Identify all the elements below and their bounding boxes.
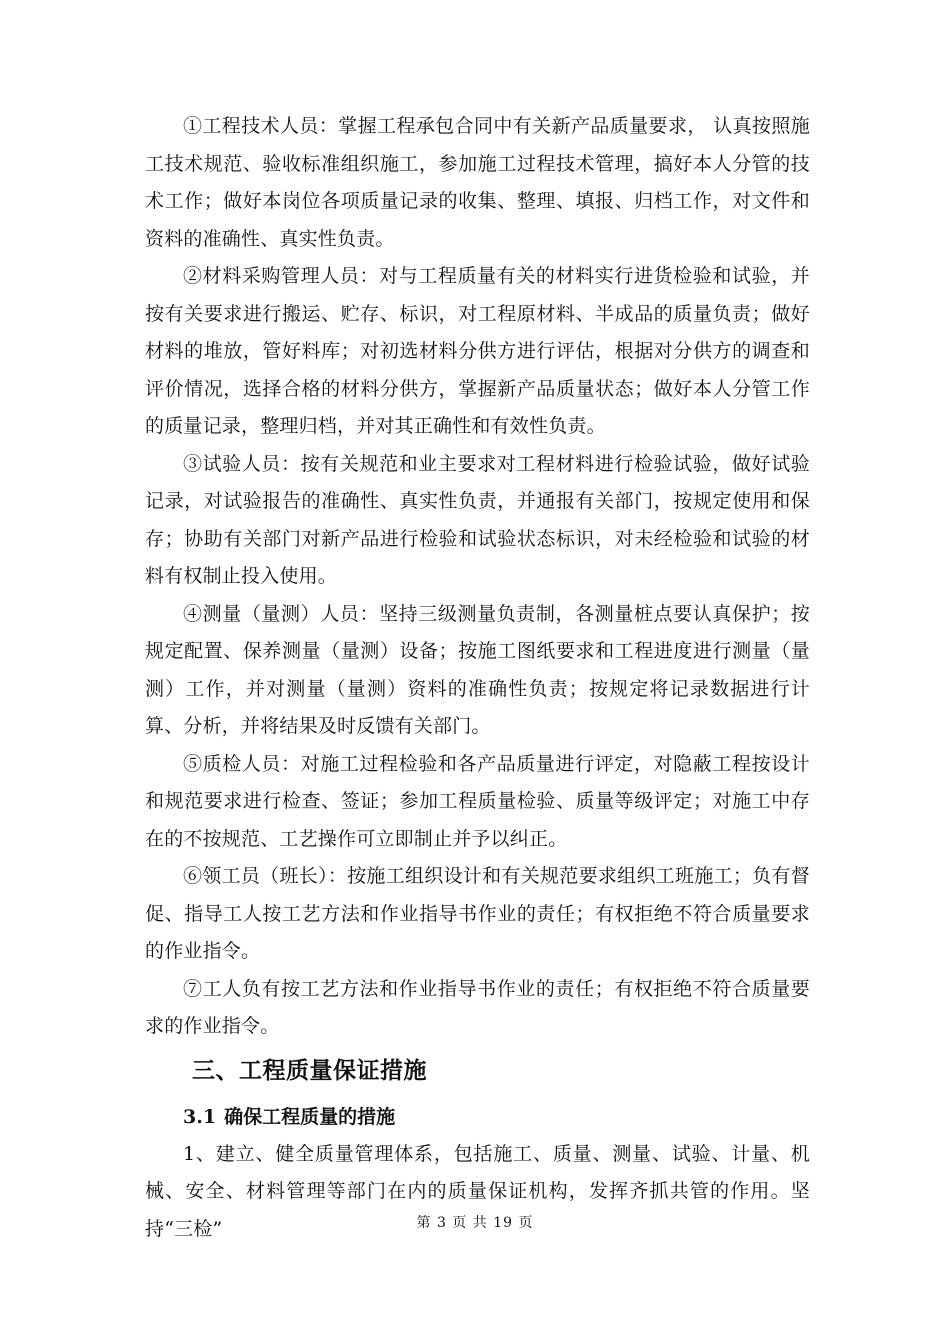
section-heading: 三、工程质量保证措施 [192,1056,427,1084]
paragraph-workers: ⑦工人负有按工艺方法和作业指导书作业的责任；有权拒绝不符合质量要求的作业指令。 [145,977,810,1037]
paragraph-survey-staff: ④测量（量测）人员：坚持三级测量负责制，各测量桩点要认真保护；按规定配置、保养测量（量测）设备；按施工图纸要求和工程进度进行测量（量测）工作，并对测量（量测）资料的准确性负责；按规定将记录数据进行计算、分析，并将结果及时反馈有关部门。 [145,602,810,737]
paragraph-quality-inspector: ⑤质检人员：对施工过程检验和各产品质量进行评定，对隐蔽工程按设计和规范要求进行检查、签证；参加工程质量检验、质量等级评定；对施工中存在的不按规范、工艺操作可立即制止并予以纠正。 [145,752,810,850]
subsection-title: 确保工程质量的措施 [224,1105,396,1128]
page-content [145,108,810,1248]
paragraph-foreman: ⑥领工员（班长）：按施工组织设计和有关规范要求组织工班施工；负有督促、指导工人按工艺方法和作业指导书作业的责任；有权拒绝不符合质量要求的作业指令。 [145,865,810,962]
subsection-number: 3.1 [183,1105,217,1128]
paragraph-engineering-staff: ①工程技术人员：掌握工程承包合同中有关新产品质量要求， 认真按照施工技术规范、验收标准组织施工，参加施工过程技术管理，搞好本人分管的技术工作；做好本岗位各项质量记录的收集、整理、填报、归档工作，对文件和资料的准确性、真实性负责。 [145,115,810,250]
paragraph-testing-staff: ③试验人员：按有关规范和业主要求对工程材料进行检验试验，做好试验记录，对试验报告的准确性、真实性负责，并通报有关部门，按规定使用和保存；协助有关部门对新产品进行检验和试验状态标识，对未经检验和试验的材料有权制止投入使用。 [145,452,810,587]
paragraph-quality-system: 1、建立、健全质量管理体系，包括施工、质量、测量、试验、计量、机械、安全、材料管理等部门在内的质量保证机构，发挥齐抓共管的作用。坚持“三检” [145,1142,810,1240]
page-footer: 第 3 页 共 19 页 [416,1215,534,1231]
subsection-heading [145,1098,810,1136]
paragraph-material-procurement: ②材料采购管理人员：对与工程质量有关的材料实行进货检验和试验，并按有关要求进行搬运、贮存、标识，对工程原材料、半成品的质量负责；做好材料的堆放，管好料库；对初选材料分供方进行评估，根据对分供方的调查和评价情况，选择合格的材料分供方，掌握新产品质量状态；做好本人分管工作的质量记录，整理归档，并对其正确性和有效性负责。 [145,265,810,437]
